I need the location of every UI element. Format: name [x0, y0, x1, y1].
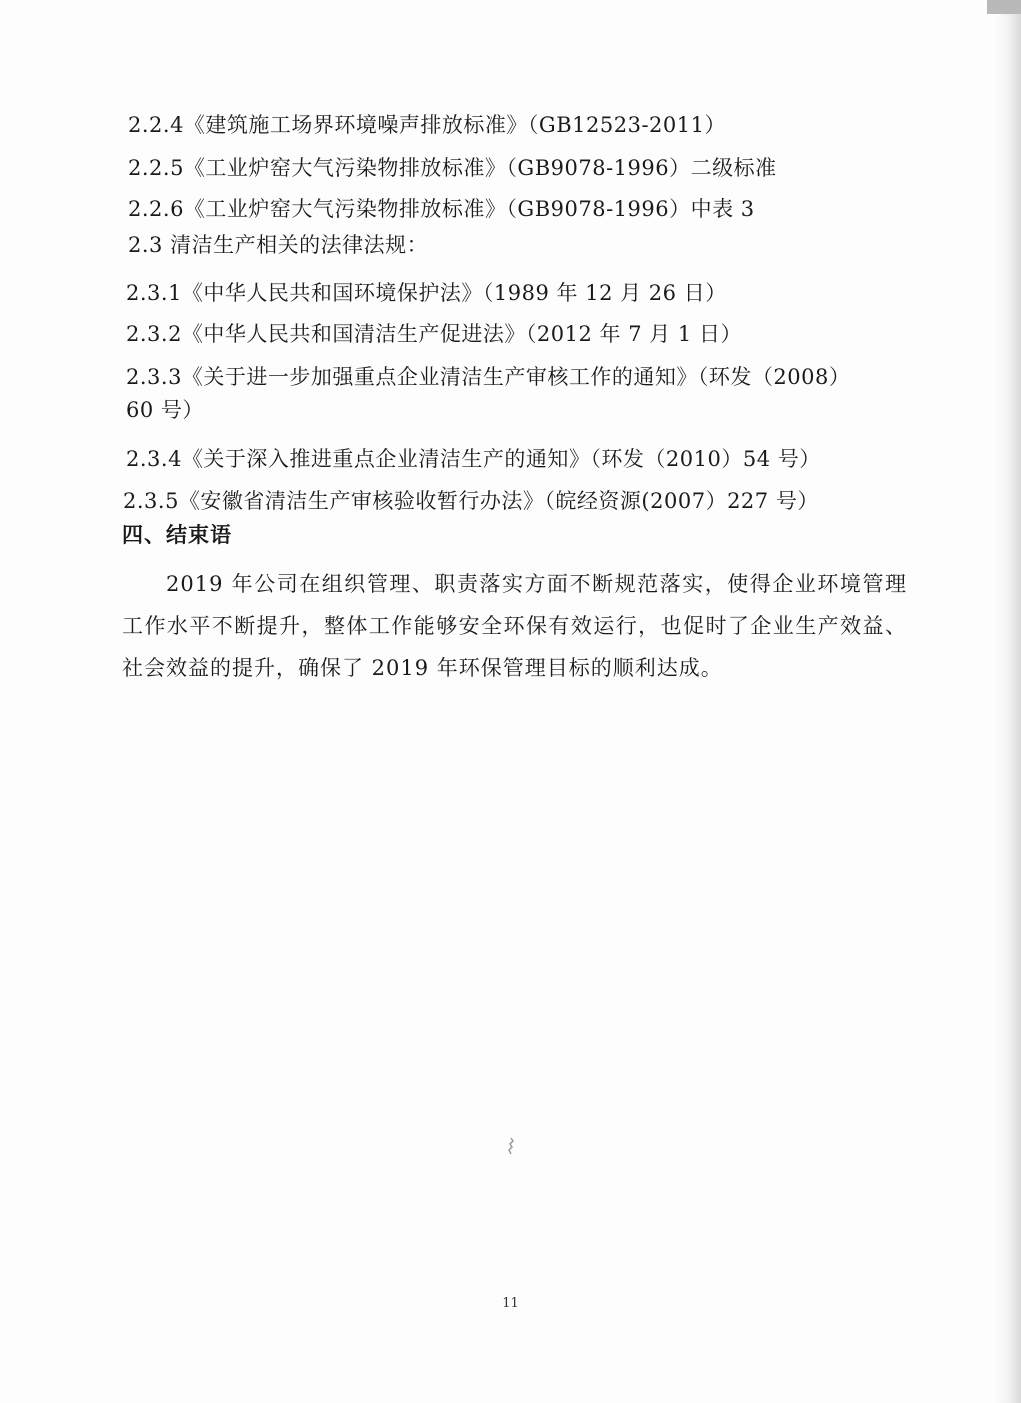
scan-corner-mark — [987, 0, 1021, 14]
regulation-item-2-3-3: 2.3.3《关于进一步加强重点企业清洁生产审核工作的通知》（环发（2008） — [126, 365, 851, 389]
regulation-item-2-2-4: 2.2.4《建筑施工场界环境噪声排放标准》（GB12523-2011） — [128, 113, 726, 137]
regulation-item-2-3-5: 2.3.5《安徽省清洁生产审核验收暂行办法》（皖经资源(2007）227 号） — [123, 489, 819, 513]
scan-speck-mark — [506, 1137, 516, 1155]
regulation-item-2-3-4: 2.3.4《关于深入推进重点企业清洁生产的通知》（环发（2010）54 号） — [126, 447, 821, 471]
regulation-item-2-2-5: 2.2.5《工业炉窑大气污染物排放标准》（GB9078-1996）二级标准 — [128, 156, 777, 180]
scan-edge-shadow — [993, 0, 1021, 1403]
regulation-item-2-3-2: 2.3.2《中华人民共和国清洁生产促进法》（2012 年 7 月 1 日） — [126, 322, 742, 346]
page-number: 11 — [502, 1296, 519, 1311]
section-heading-conclusion: 四、结束语 — [122, 522, 232, 547]
regulation-item-2-2-6: 2.2.6《工业炉窑大气污染物排放标准》（GB9078-1996）中表 3 — [128, 197, 755, 221]
subsection-title-2-3: 2.3 清洁生产相关的法律法规： — [128, 233, 429, 257]
conclusion-paragraph: 2019 年公司在组织管理、职责落实方面不断规范落实，使得企业环境管理工作水平不断提升，整体工作能够安全环保有效运行，也促时了企业生产效益、社会效益的提升，确保了 2019 年环保管理目标的顺利达成。 — [122, 572, 907, 680]
regulation-item-2-3-1: 2.3.1《中华人民共和国环境保护法》（1989 年 12 月 26 日） — [126, 281, 727, 305]
regulation-item-2-3-3-continued: 60 号） — [126, 398, 204, 422]
